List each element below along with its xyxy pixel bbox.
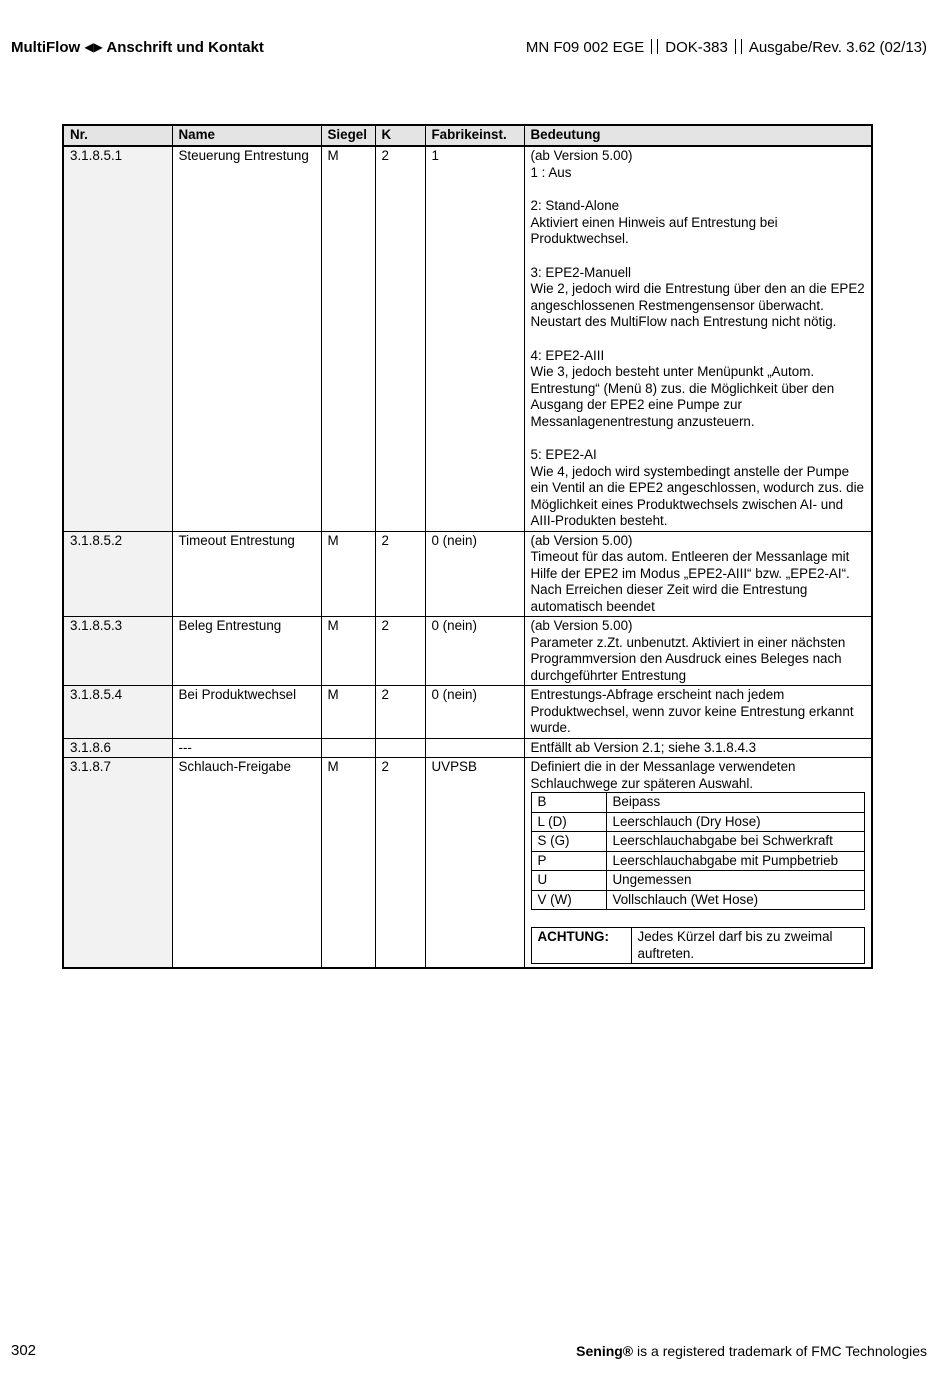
- warning-label: ACHTUNG:: [531, 928, 631, 964]
- col-header-k: K: [375, 125, 425, 146]
- header-product: MultiFlow: [11, 39, 81, 56]
- warning-text: Jedes Kürzel darf bis zu zweimal auftreten.: [631, 928, 865, 964]
- header-section: Anschrift und Kontakt: [106, 39, 264, 56]
- cell-bedeutung: [524, 617, 872, 686]
- legend-desc: Vollschlauch (Wet Hose): [606, 890, 865, 910]
- cell-k: [375, 738, 425, 758]
- col-header-nr: Nr.: [63, 125, 172, 146]
- table-row: [63, 758, 872, 969]
- legend-row: [531, 812, 865, 832]
- option-5: [531, 447, 866, 530]
- legend-code: L (D): [531, 812, 606, 832]
- cell-nr: 3.1.8.5.4: [63, 686, 172, 739]
- legend-row: [531, 832, 865, 852]
- cell-name: Schlauch-Freigabe: [172, 758, 321, 969]
- legend-desc: Leerschlauchabgabe bei Schwerkraft: [606, 832, 865, 852]
- hose-code-legend: [531, 792, 866, 910]
- trademark-note: [576, 1343, 927, 1359]
- option-text: Wie 2, jedoch wird die Entrestung über den an die EPE2 angeschlossenen Restmengensensor überwacht. Neustart des MultiFlow nach Entrestung nicht nötig.: [530, 281, 865, 329]
- cell-name: Steuerung Entrestung: [172, 146, 321, 531]
- cell-siegel: M: [321, 617, 375, 686]
- cell-nr: 3.1.8.5.3: [63, 617, 172, 686]
- option-text: Aktiviert einen Hinweis auf Entrestung bei Produktwechsel.: [530, 214, 778, 246]
- description-text: Entfällt ab Version 2.1; siehe 3.1.8.4.3: [530, 739, 757, 755]
- option-title: 2: Stand-Alone: [530, 198, 620, 213]
- option-3: [531, 265, 866, 331]
- cell-nr: 3.1.8.7: [63, 758, 172, 969]
- triangle-right-icon: ▶: [93, 40, 103, 54]
- legend-desc: Leerschlauch (Dry Hose): [606, 812, 865, 832]
- col-header-name: Name: [172, 125, 321, 146]
- triangle-left-icon: ◀: [84, 40, 94, 54]
- separator: [651, 39, 658, 54]
- cell-default: UVPSB: [425, 758, 524, 969]
- header-title: [11, 39, 264, 56]
- cell-bedeutung: [524, 531, 872, 617]
- option-4: [531, 348, 866, 431]
- cell-nr: 3.1.8.6: [63, 738, 172, 758]
- cell-siegel: M: [321, 531, 375, 617]
- cell-name: ---: [172, 738, 321, 758]
- legend-row: [531, 851, 865, 871]
- legend-code: V (W): [531, 890, 606, 910]
- description-text: Parameter z.Zt. unbenutzt. Aktiviert in einer nächsten Programmversion den Ausdruck eines Beleges nach durchgeführter Entrestung: [530, 634, 846, 683]
- version-note: (ab Version 5.00): [530, 618, 633, 633]
- cell-bedeutung: [524, 758, 872, 969]
- cell-bedeutung: [524, 738, 872, 758]
- col-header-fabrikeinst: Fabrikeinst.: [425, 125, 524, 146]
- legend-desc: Beipass: [606, 793, 865, 813]
- doc-number: MN F09 002 EGE: [525, 39, 645, 56]
- legend-code: U: [531, 871, 606, 891]
- trademark-text: is a registered trademark of FMC Technologies: [637, 1343, 927, 1359]
- cell-name: Timeout Entrestung: [172, 531, 321, 617]
- legend-code: P: [531, 851, 606, 871]
- description-text: Entrestungs-Abfrage erscheint nach jedem Produktwechsel, wenn zuvor keine Entrestung erkannt wurde.: [530, 687, 854, 735]
- col-header-siegel: Siegel: [321, 125, 375, 146]
- cell-nr: 3.1.8.5.2: [63, 531, 172, 617]
- legend-row: [531, 890, 865, 910]
- option-title: 3: EPE2-Manuell: [530, 264, 631, 280]
- legend-desc: Leerschlauchabgabe mit Pumpbetrieb: [606, 851, 865, 871]
- cell-default: 0 (nein): [425, 617, 524, 686]
- table-row: [63, 617, 872, 686]
- cell-name: Beleg Entrestung: [172, 617, 321, 686]
- description-text: Timeout für das autom. Entleeren der Messanlage mit Hilfe der EPE2 im Modus „EPE2-AIII“ bzw. „EPE2-AI“. Nach Erreichen dieser Zeit wird die Entrestung automatisch beendet: [530, 549, 850, 614]
- col-header-bedeutung: Bedeutung: [524, 125, 872, 146]
- warning-note: [531, 927, 866, 964]
- parameter-table: [62, 124, 873, 969]
- description-text: Definiert die in der Messanlage verwendeten Schlauchwege zur späteren Auswahl.: [530, 759, 796, 791]
- cell-default: 0 (nein): [425, 531, 524, 617]
- cell-siegel: M: [321, 146, 375, 531]
- cell-default: 1: [425, 146, 524, 531]
- header-doc-info: [526, 39, 927, 56]
- option-title: 4: EPE2-AIII: [530, 347, 605, 363]
- cell-k: 2: [375, 686, 425, 739]
- cell-name: Bei Produktwechsel: [172, 686, 321, 739]
- cell-bedeutung: [524, 686, 872, 739]
- cell-k: 2: [375, 758, 425, 969]
- legend-row: [531, 871, 865, 891]
- cell-k: 2: [375, 146, 425, 531]
- table-header-row: [63, 125, 872, 146]
- option-text: Wie 4, jedoch wird systembedingt anstelle der Pumpe ein Ventil an die EPE2 angeschlossen, wodurch zus. die Möglichkeit eines Produktwechsels zwischen AI- und AIII-Produkten besteht.: [530, 463, 864, 528]
- cell-siegel: [321, 738, 375, 758]
- cell-default: [425, 738, 524, 758]
- table-row: [63, 738, 872, 758]
- cell-siegel: M: [321, 686, 375, 739]
- cell-k: 2: [375, 617, 425, 686]
- table-row: [63, 531, 872, 617]
- legend-code: S (G): [531, 832, 606, 852]
- version-note: (ab Version 5.00): [530, 532, 633, 548]
- option-2: [531, 198, 866, 248]
- legend-row: [531, 793, 865, 813]
- doc-id: DOK-383: [665, 39, 728, 56]
- cell-bedeutung: [524, 146, 872, 531]
- option-title: 5: EPE2-AI: [530, 447, 597, 462]
- legend-code: B: [531, 793, 606, 813]
- brand-name: Sening®: [576, 1343, 634, 1359]
- separator: [735, 39, 742, 54]
- doc-revision: Ausgabe/Rev. 3.62 (02/13): [748, 39, 927, 56]
- legend-desc: Ungemessen: [606, 871, 865, 891]
- cell-k: 2: [375, 531, 425, 617]
- option-text: Wie 3, jedoch besteht unter Menüpunkt „Autom. Entrestung“ (Menü 8) zus. die Möglichkeit über den Ausgang der EPE2 eine Pumpe zur Messanlagenentrestung anzusteuern.: [530, 364, 835, 429]
- cell-siegel: M: [321, 758, 375, 969]
- cell-nr: 3.1.8.5.1: [63, 146, 172, 531]
- table-row: [63, 686, 872, 739]
- version-note: (ab Version 5.00): [530, 148, 633, 163]
- page-number: 302: [11, 1342, 37, 1359]
- option-1: 1 : Aus: [530, 164, 572, 180]
- table-row: [63, 146, 872, 531]
- cell-default: 0 (nein): [425, 686, 524, 739]
